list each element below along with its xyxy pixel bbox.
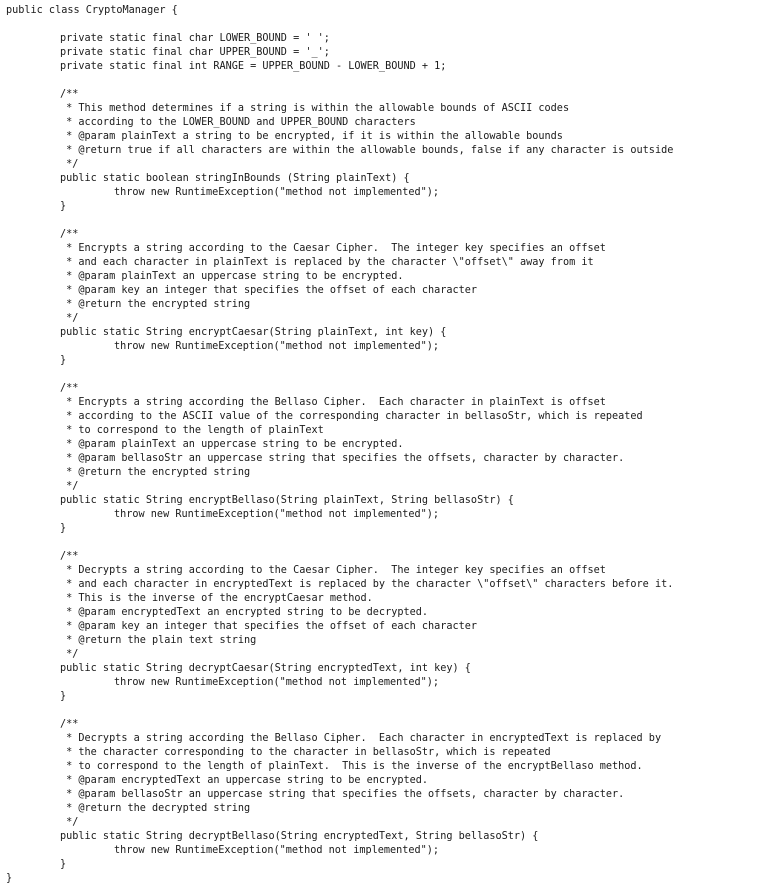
method-close-brace: } (60, 691, 67, 702)
method-close-brace: } (60, 523, 67, 534)
method-close-brace: } (60, 859, 67, 870)
class-declaration: public class CryptoManager { (6, 5, 178, 16)
blank-line (6, 74, 754, 88)
doc-comment-line: * to correspond to the length of plainText (60, 425, 324, 436)
method-body: throw new RuntimeException("method not implemented"); (114, 509, 440, 520)
method-body: throw new RuntimeException("method not implemented"); (114, 187, 440, 198)
doc-comment-line: * and each character in plainText is replaced by the character \"offset\" away from it (60, 257, 594, 268)
doc-comment-line: * and each character in encryptedText is replaced by the character \"offset\" characters before it. (60, 579, 674, 590)
doc-comment-line: * @param key an integer that specifies the offset of each character (60, 285, 478, 296)
method-signature: public static String decryptBellaso(String encryptedText, String bellasoStr) { (60, 831, 539, 842)
doc-comment-line: */ (60, 313, 79, 324)
method-close-brace: } (60, 201, 67, 212)
doc-comment-line: * @param bellasoStr an uppercase string that specifies the offsets, character by character. (60, 789, 625, 800)
doc-comment-line: */ (60, 159, 79, 170)
doc-comment-line: /** (60, 229, 79, 240)
doc-comment-line: * @return true if all characters are within the allowable bounds, false if any character is outside (60, 145, 674, 156)
doc-comment-line: * the character corresponding to the character in bellasoStr, which is repeated (60, 747, 551, 758)
field-declaration: private static final char LOWER_BOUND = ' '; (60, 33, 330, 44)
doc-comment-line: * Encrypts a string according the Bellaso Cipher. Each character in plainText is offset (60, 397, 606, 408)
blank-line (6, 18, 754, 32)
doc-comment-line: */ (60, 481, 79, 492)
doc-comment-line: */ (60, 817, 79, 828)
blank-line (6, 214, 754, 228)
doc-comment-line: * @param encryptedText an encrypted string to be decrypted. (60, 607, 429, 618)
method-body: throw new RuntimeException("method not implemented"); (114, 341, 440, 352)
field-declaration: private static final char UPPER_BOUND = '_'; (60, 47, 330, 58)
doc-comment-line: * Encrypts a string according to the Caesar Cipher. The integer key specifies an offset (60, 243, 606, 254)
doc-comment-line: * @param plainText an uppercase string to be encrypted. (60, 439, 404, 450)
method-body: throw new RuntimeException("method not implemented"); (114, 845, 440, 856)
doc-comment-line: * according to the LOWER_BOUND and UPPER_BOUND characters (60, 117, 416, 128)
class-close-brace: } (6, 873, 13, 884)
doc-comment-line: * @return the decrypted string (60, 803, 251, 814)
doc-comment-line: * @return the encrypted string (60, 467, 251, 478)
doc-comment-line: /** (60, 719, 79, 730)
doc-comment-line: * according to the ASCII value of the corresponding character in bellasoStr, which is repeated (60, 411, 643, 422)
doc-comment-line: * @return the encrypted string (60, 299, 251, 310)
doc-comment-line: /** (60, 383, 79, 394)
doc-comment-line: * @param key an integer that specifies the offset of each character (60, 621, 478, 632)
doc-comment-line: * @param encryptedText an uppercase string to be encrypted. (60, 775, 429, 786)
code-block (6, 4, 754, 886)
doc-comment-line: * @param plainText an uppercase string to be encrypted. (60, 271, 404, 282)
method-signature: public static String encryptCaesar(String plainText, int key) { (60, 327, 447, 338)
blank-line (6, 536, 754, 550)
doc-comment-line: * @param plainText a string to be encrypted, if it is within the allowable bounds (60, 131, 563, 142)
doc-comment-line: /** (60, 551, 79, 562)
doc-comment-line: * This is the inverse of the encryptCaesar method. (60, 593, 373, 604)
method-signature: public static String decryptCaesar(String encryptedText, int key) { (60, 663, 471, 674)
method-body: throw new RuntimeException("method not implemented"); (114, 677, 440, 688)
field-declaration: private static final int RANGE = UPPER_BOUND - LOWER_BOUND + 1; (60, 61, 447, 72)
method-signature: public static boolean stringInBounds (String plainText) { (60, 173, 410, 184)
doc-comment-line: */ (60, 649, 79, 660)
doc-comment-line: * @param bellasoStr an uppercase string that specifies the offsets, character by character. (60, 453, 625, 464)
doc-comment-line: /** (60, 89, 79, 100)
blank-line (6, 704, 754, 718)
doc-comment-line: * Decrypts a string according the Bellaso Cipher. Each character in encryptedText is replaced by (60, 733, 662, 744)
doc-comment-line: * @return the plain text string (60, 635, 257, 646)
method-close-brace: } (60, 355, 67, 366)
blank-line (6, 368, 754, 382)
doc-comment-line: * This method determines if a string is within the allowable bounds of ASCII codes (60, 103, 570, 114)
doc-comment-line: * to correspond to the length of plainText. This is the inverse of the encryptBellaso method. (60, 761, 643, 772)
method-signature: public static String encryptBellaso(String plainText, String bellasoStr) { (60, 495, 514, 506)
doc-comment-line: * Decrypts a string according to the Caesar Cipher. The integer key specifies an offset (60, 565, 606, 576)
